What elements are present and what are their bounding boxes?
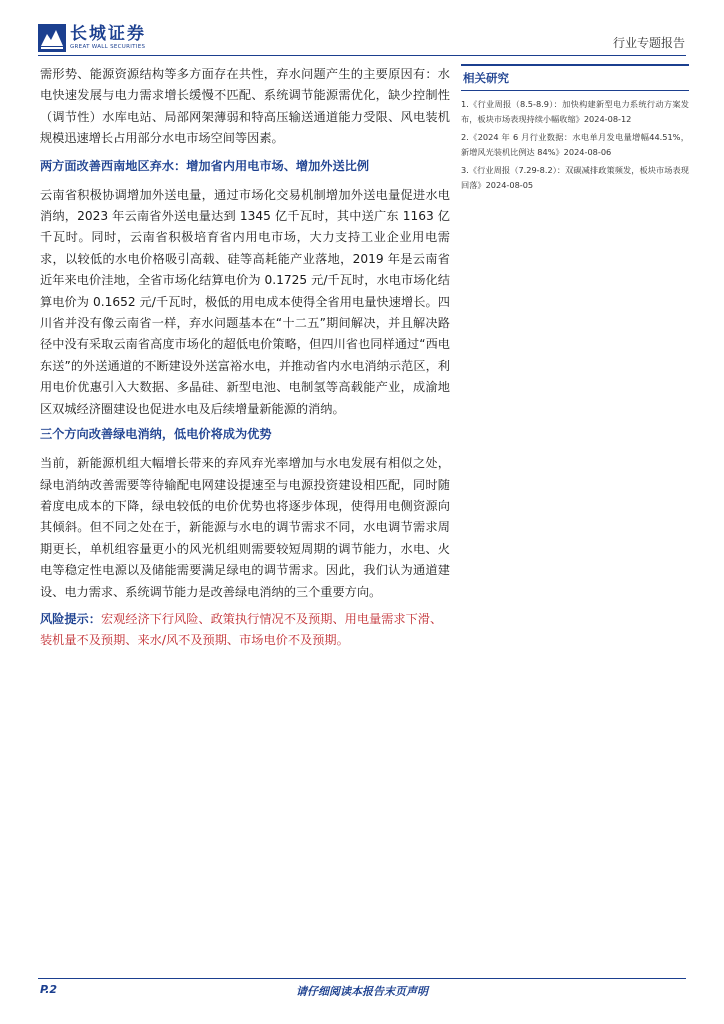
page-header bbox=[0, 0, 724, 60]
related-research-list bbox=[461, 97, 689, 193]
footer-disclaimer: 请仔细阅读本报告末页声明 bbox=[296, 985, 428, 998]
footer-divider bbox=[38, 978, 686, 979]
related-research-sidebar bbox=[461, 64, 689, 197]
logo-english-name: GREAT WALL SECURITIES bbox=[70, 44, 146, 50]
related-research-item[interactable]: 2.《2024 年 6 月行业数据：水电单月发电量增幅44.51%，新增风光装机比例达 84%》2024-08-06 bbox=[461, 132, 689, 157]
body-paragraph-1: 需形势、能源资源结构等多方面存在共性，弃水问题产生的主要原因有：水电快速发展与电力需求增长缓慢不匹配、系统调节能源需优化，缺少控制性（调节性）水库电站、局部网架薄弱和特高压输送通道能力受限、风电装机规模迅速增长占用部分水电市场空间等因素。 bbox=[40, 67, 450, 146]
main-content bbox=[40, 64, 450, 652]
related-research-title: 相关研究 bbox=[461, 64, 689, 91]
report-type-label: 行业专题报告 bbox=[612, 36, 685, 50]
header-divider bbox=[38, 55, 686, 56]
risk-warning-text: 宏观经济下行风险、政策执行情况不及预期、用电量需求下滑、装机量不及预期、来水/风不及预期、市场电价不及预期。 bbox=[40, 611, 443, 648]
related-research-item[interactable]: 3.《行业周报（7.29-8.2）：双碳减排政策频发，板块市场表现回落》2024-08-05 bbox=[461, 165, 689, 190]
section-heading-1: 两方面改善西南地区弃水：增加省内用电市场、增加外送比例 bbox=[40, 158, 370, 173]
risk-warning-label: 风险提示： bbox=[40, 611, 101, 626]
company-logo bbox=[38, 20, 146, 56]
body-paragraph-3: 当前，新能源机组大幅增长带来的弃风弃光率增加与水电发展有相似之处，绿电消纳改善需要等待输配电网建设提速至与电源投资建设相匹配，同时随着度电成本的下降，绿电较低的电价优势也将逐步体现，使得用电侧资源向其倾斜。但不同之处在于，新能源与水电的调节需求不同，水电调节需求周期更长，单机组容量更小的风光机组则需要较短周期的调节能力，水电、火电等稳定性电源以及储能需要满足绿电的调节需求。因此，我们认为通道建设、电力需求、系统调节能力是改善绿电消纳的三个重要方向。 bbox=[40, 456, 450, 599]
body-paragraph-2: 云南省积极协调增加外送电量，通过市场化交易机制增加外送电量促进水电消纳，2023 年云南省外送电量达到 1345 亿千瓦时，其中送广东 1163 亿千瓦时。同时，云南省积极培育省内用电市场，大力支持工业企业用电需求，以较低的水电价格吸引高载、硅等高耗能产业落地，2019 年是云南省近年来电价洼地，全省市场化结算电价为 0.1725 元/千瓦时，水电市场化结算电价为 0.1652 元/千瓦时，极低的用电成本使得全省用电量快速增长。四川省并没有像云南省一样，弃水问题基本在“十二五”期间解决，并且解决路径中没有采取云南省高度市场化的超低电价策略，但四川省也同样通过“西电东送”的外送通道的不断建设外送富裕水电，并推动省内水电消纳示范区，利用电价优惠引入大数据、多晶硅、新型电池、电制氢等高载能产业，成渝地区双城经济圈建设也促进水电及后续增量新能源的消纳。 bbox=[40, 187, 450, 416]
logo-chinese-name: 长城证券 bbox=[70, 24, 146, 44]
related-research-item[interactable]: 1.《行业周报（8.5-8.9）：加快构建新型电力系统行动方案发布，板块市场表现持续小幅收缩》2024-08-12 bbox=[461, 99, 689, 124]
page-number: P.2 bbox=[40, 983, 58, 996]
section-heading-2: 三个方向改善绿电消纳，低电价将成为优势 bbox=[40, 427, 272, 442]
great-wall-logo-icon bbox=[38, 24, 66, 52]
risk-warning bbox=[40, 609, 450, 652]
